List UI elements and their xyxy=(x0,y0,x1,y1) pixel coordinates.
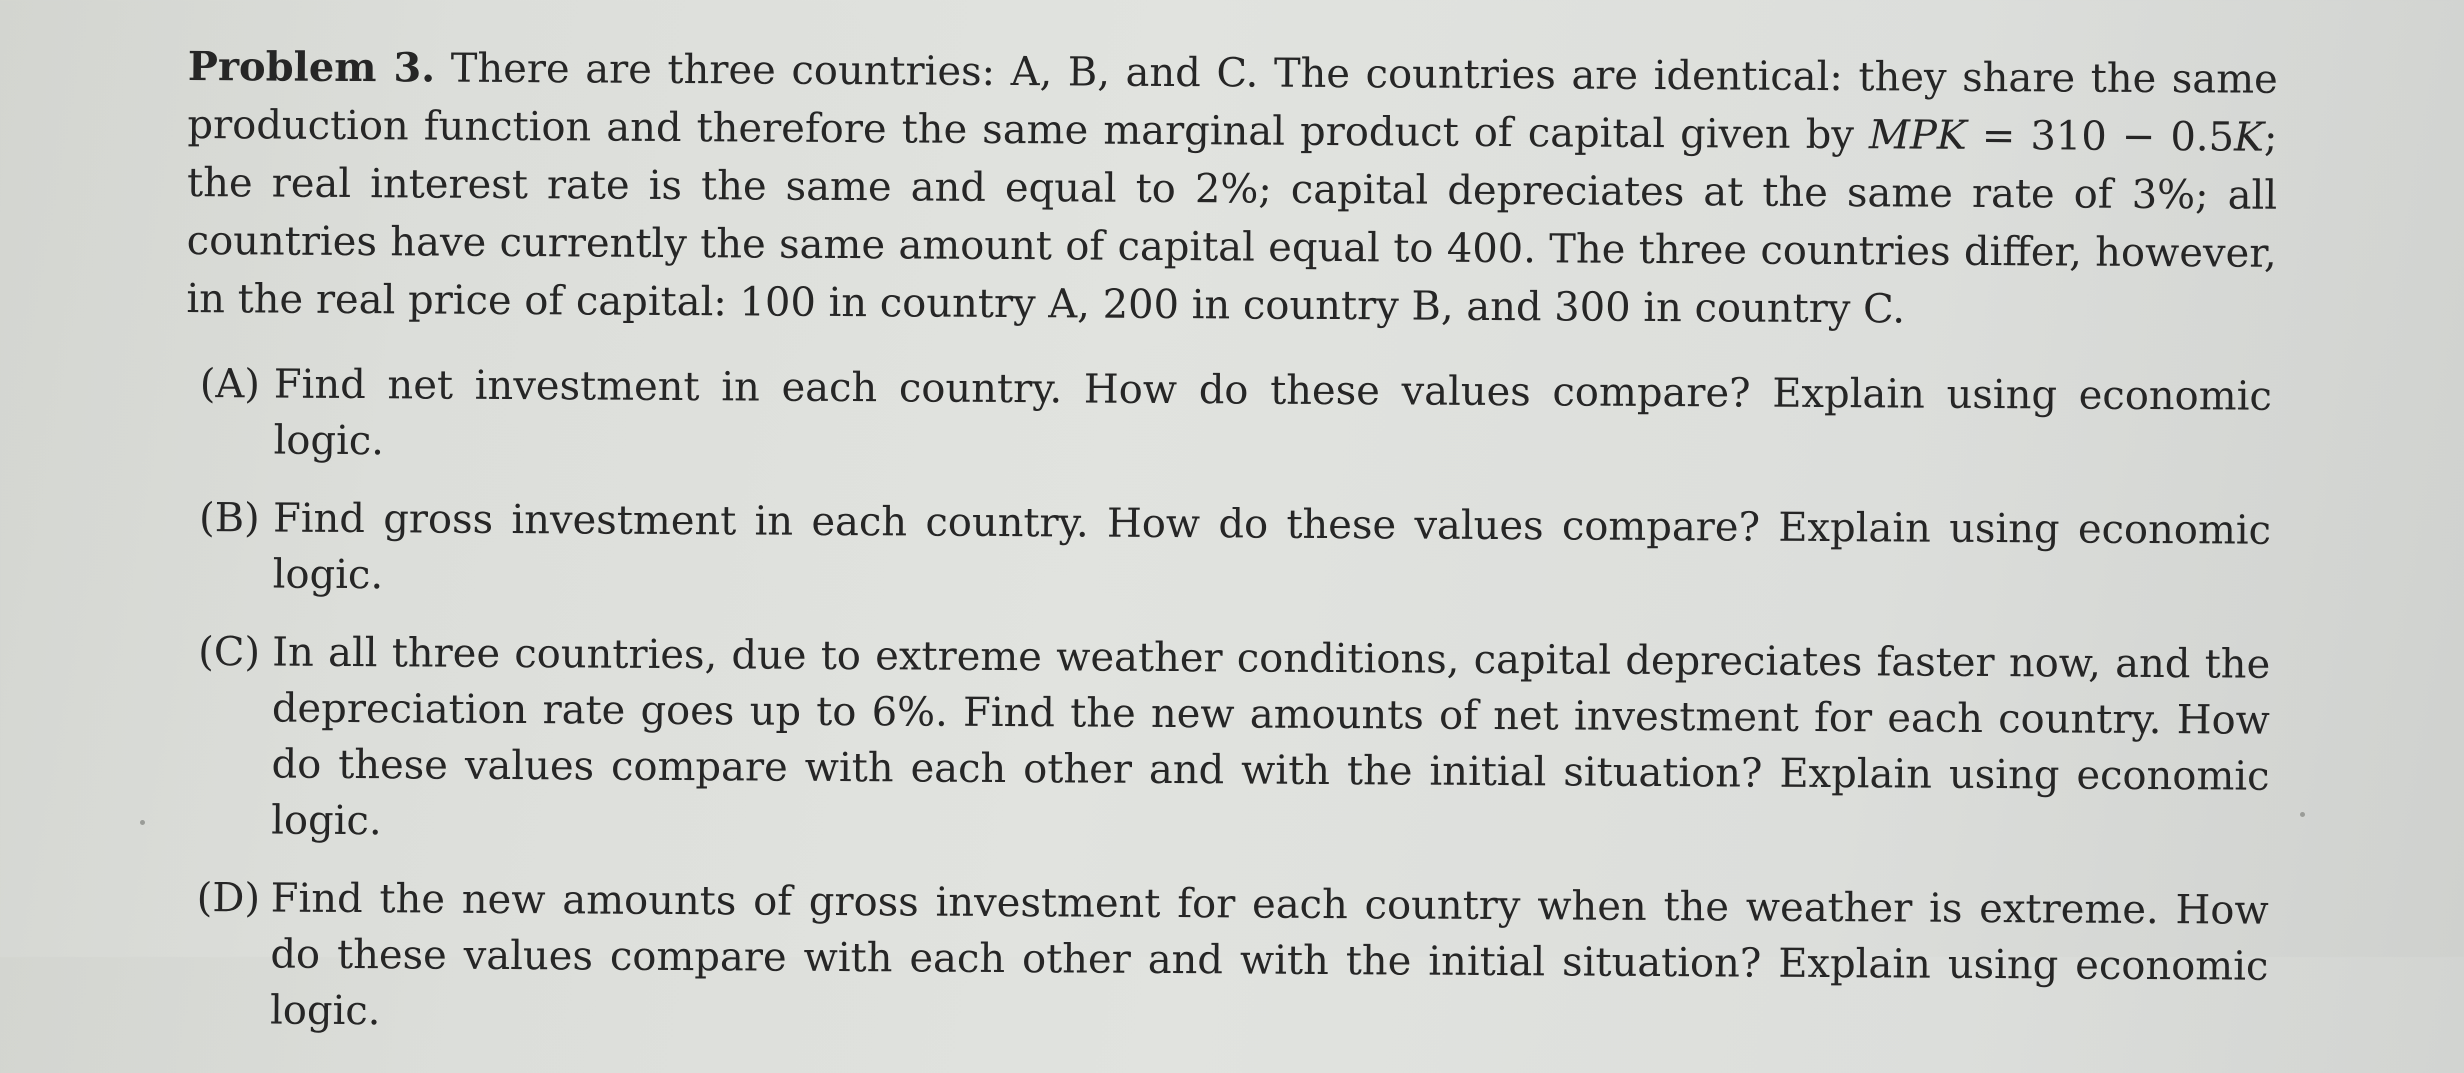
mpk-formula-var: K xyxy=(2233,114,2265,161)
problem-statement xyxy=(186,38,2278,341)
part-text: Find the new amounts of gross investment for each country when the weather is extreme. How do these values compare with each other and with the initial situation? Explain using economic logic. xyxy=(269,875,2269,1035)
part-marker: (A) xyxy=(199,361,261,408)
question-part-b xyxy=(185,490,2276,615)
paper-speck xyxy=(140,820,145,825)
mpk-formula xyxy=(1869,112,2264,160)
problem-sheet xyxy=(182,38,2278,1073)
part-marker: (B) xyxy=(198,495,260,542)
question-part-a xyxy=(185,356,2276,481)
part-text: Find net investment in each country. How do these values compare? Explain using economic logic. xyxy=(273,361,2272,465)
part-text: In all three countries, due to extreme weather conditions, capital depreciates faster now, and the depreciation rate goes up to 6%. Find the new amounts of net investment for each country. How do these values compare with each other and with the initial situation? Explain using economic logic. xyxy=(271,629,2271,845)
question-parts xyxy=(182,356,2276,1051)
problem-label: Problem 3. xyxy=(187,42,436,92)
question-part-c xyxy=(183,624,2274,861)
mpk-formula-lhs: MPK xyxy=(1868,112,1967,159)
problem-text-rest: ; the real interest rate is the same and equal to 2%; capital depreciates at the same rate of 3%; all countries have currently the same amount of capital equal to 400. The three countries differ, however, in the real price of capital: 100 in country A, 200 in country B, and 300 in country C. xyxy=(186,114,2278,333)
part-marker: (D) xyxy=(196,875,261,922)
part-text: Find gross investment in each country. How do these values compare? Explain using economic logic. xyxy=(272,495,2272,599)
part-marker: (C) xyxy=(198,629,261,676)
problem-text-intro: There are three countries: A, B, and C. The countries are identical: they share the same production function and therefore the same marginal product of capital given by xyxy=(187,45,2278,159)
question-part-d xyxy=(182,870,2273,1051)
mpk-formula-mid: = 310 − 0.5 xyxy=(1966,112,2235,161)
paper-speck xyxy=(2300,812,2305,817)
